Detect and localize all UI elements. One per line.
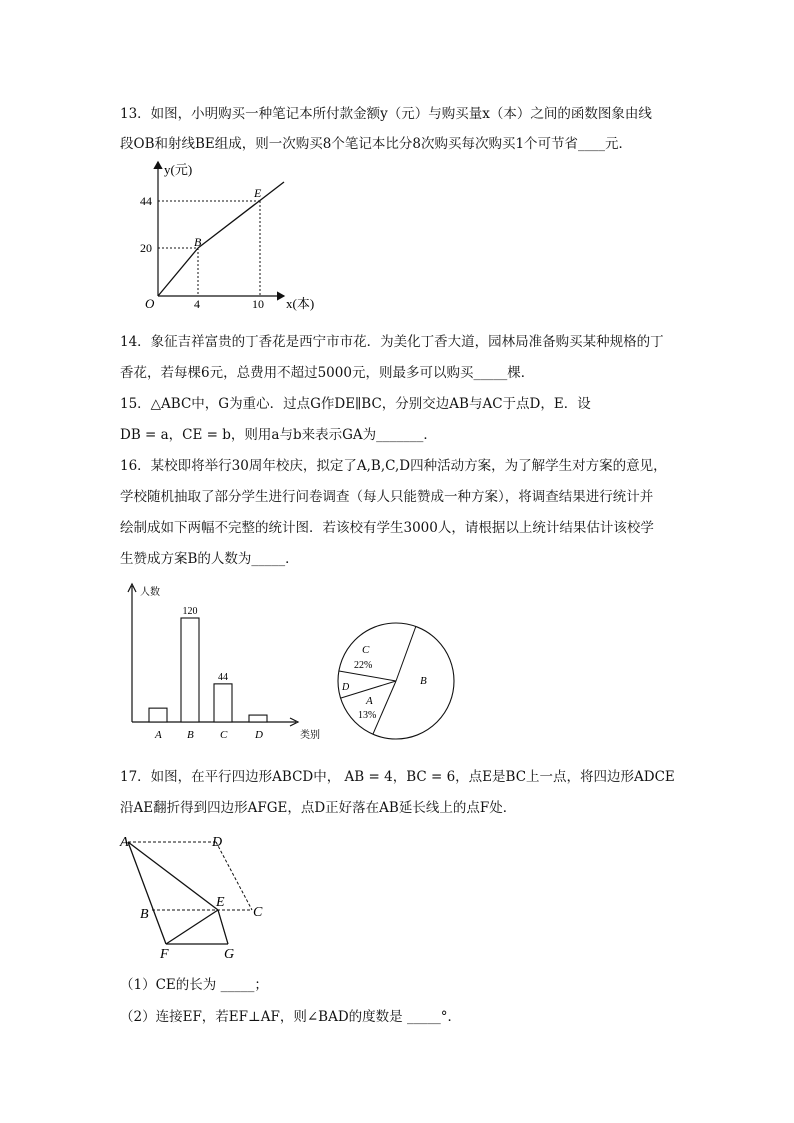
pie-label-B: B	[420, 675, 427, 687]
q17-EG	[218, 910, 228, 944]
q17-text-line1: 17．如图，在平行四边形ABCD中， AB = 4，BC = 6，点E是BC上一点，将四边形ADCE	[120, 769, 675, 785]
q13-x-axis-label: x(本)	[286, 296, 315, 311]
bar-tick-A: A	[155, 729, 162, 741]
pie-label-C: C	[362, 644, 370, 656]
q13-ytick-20: 20	[140, 241, 152, 255]
q17-AF	[128, 842, 166, 944]
bar-data-label-B: 120	[182, 606, 198, 617]
pie-percent-C: 22%	[354, 660, 373, 671]
q17-text-line2: 沿AE翻折得到四边形AFGE，点D正好落在AB延长线上的点F处．	[120, 800, 517, 816]
q16-text-line4: 生赞成方案B的人数为_____．	[120, 551, 299, 567]
q13-text-line2: 段OB和射线BE组成，则一次购买8个笔记本比分8次购买每次购买1个可节省____元．	[120, 136, 633, 152]
bar-B	[181, 618, 199, 722]
bar-y-axis-label: 人数	[140, 587, 160, 598]
q17-part1: （1）CE的长为 _____；	[120, 977, 268, 993]
q17-label-B: B	[140, 907, 149, 922]
q13-xtick-4: 4	[194, 297, 200, 311]
bar-A	[149, 708, 167, 722]
q13-point-B-label: B	[194, 235, 202, 249]
q16-pie-chart	[336, 620, 460, 744]
q17-label-E: E	[216, 895, 225, 910]
bar-x-axis-label: 类别	[300, 730, 320, 741]
bar-tick-D: D	[255, 729, 263, 741]
q13-origin-label: O	[145, 296, 155, 311]
bar-tick-C: C	[220, 729, 228, 741]
q17-parallelogram-figure	[116, 830, 276, 962]
pie-percent-A: 13%	[358, 710, 377, 721]
q17-AE	[128, 842, 218, 910]
q16-text-line1: 16．某校即将举行30周年校庆，拟定了A,B,C,D四种活动方案，为了解学生对方案的意见，	[120, 458, 667, 474]
q13-y-axis-label: y(元)	[164, 162, 193, 177]
q17-part2: （2）连接EF，若EF⊥AF，则∠BAD的度数是 _____°．	[120, 1009, 461, 1025]
q15-text-line2: DB = a，CE = b，则用a与b来表示GA为_______．	[120, 427, 437, 443]
pie-label-A: A	[366, 695, 373, 707]
q13-point-E-label: E	[254, 186, 262, 200]
q17-label-F: F	[160, 947, 169, 962]
q13-text-line1: 13．如图，小明购买一种笔记本所付款金额y（元）与购买量x（本）之间的函数图象由线	[120, 106, 652, 122]
q16-bar-chart	[118, 580, 328, 746]
bar-tick-B: B	[187, 729, 194, 741]
q17-EF	[166, 910, 218, 944]
q16-text-line2: 学校随机抽取了部分学生进行问卷调查（每人只能赞成一种方案），将调查结果进行统计并	[120, 489, 654, 505]
bar-data-label-C: 44	[218, 671, 228, 683]
q14-text-line2: 香花，若每棵6元，总费用不超过5000元，则最多可以购买_____棵．	[120, 365, 535, 381]
q13-function-graph	[136, 158, 336, 314]
q13-ray-BE	[198, 182, 284, 248]
pie-label-D: D	[342, 682, 350, 693]
q17-label-G: G	[224, 947, 235, 962]
q13-ytick-44: 44	[140, 194, 152, 208]
q16-text-line3: 绘制成如下两幅不完整的统计图．若该校有学生3000人，请根据以上统计结果估计该校学	[120, 520, 654, 536]
q17-label-D: D	[212, 835, 223, 850]
q14-text-line1: 14．象征吉祥富贵的丁香花是西宁市市花．为美化丁香大道，园林局准备购买某种规格的丁	[120, 334, 664, 350]
q17-label-C: C	[253, 905, 263, 920]
q15-text-line1: 15．△ABC中，G为重心．过点G作DE∥BC，分别交边AB与AC于点D，E．设	[120, 396, 591, 412]
q13-segment-OB	[158, 248, 198, 296]
q17-label-A: A	[120, 835, 129, 850]
bar-D	[249, 715, 267, 722]
bar-C	[214, 684, 232, 722]
q13-xtick-10: 10	[252, 297, 264, 311]
